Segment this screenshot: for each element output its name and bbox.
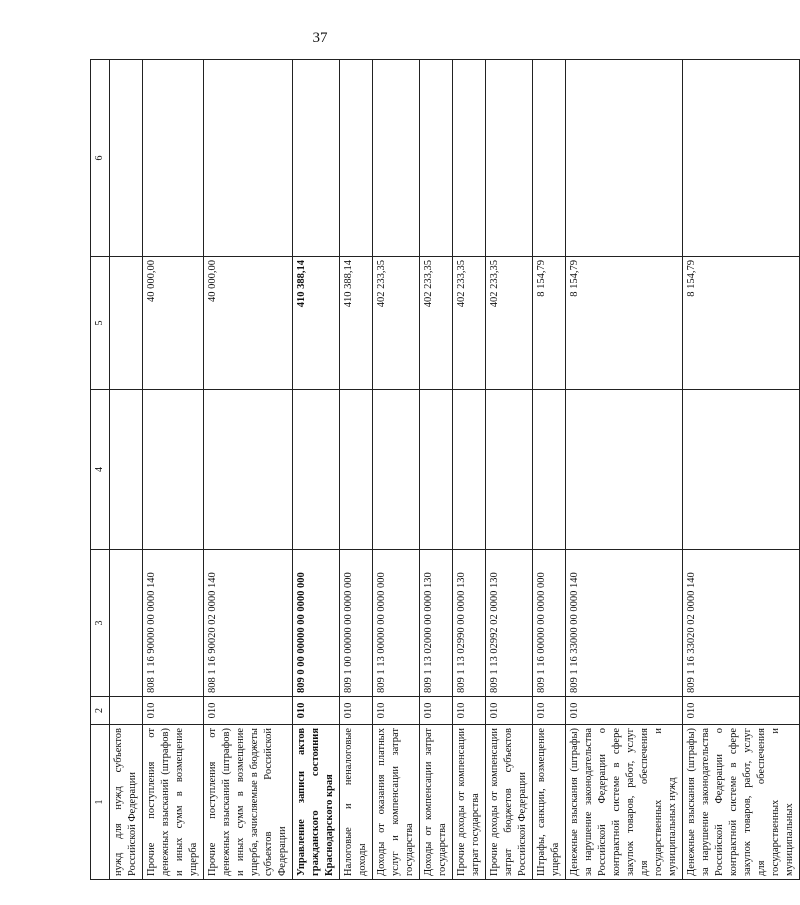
row-col6-cell — [420, 60, 453, 257]
row-col4-cell — [373, 390, 420, 550]
row-name-cell: Прочие поступления от денежных взысканий (штрафов) и иных сумм в возмещение ущерба — [143, 725, 204, 880]
row-col2-cell: 010 — [533, 697, 566, 725]
row-name-cell: Доходы от оказания платных услуг и компенсации затрат государства — [373, 725, 420, 880]
row-col2-cell: 010 — [143, 697, 204, 725]
row-name-cell: Прочие поступления от денежных взысканий (штрафов) и иных сумм в возмещение ущерба, зачисляемые в бюджеты субъектов Российской Федерации — [204, 725, 293, 880]
row-amount-cell: 40 000,00 — [143, 257, 204, 390]
row-col4-cell — [110, 390, 143, 550]
row-code-cell: 808 1 16 90000 00 0000 140 — [143, 550, 204, 697]
row-name-cell: Прочие доходы от компенсации затрат государства — [453, 725, 486, 880]
row-col6-cell — [453, 60, 486, 257]
row-col2-cell: 010 — [486, 697, 533, 725]
row-col4-cell — [143, 390, 204, 550]
row-code-cell: 809 1 16 00000 00 0000 000 — [533, 550, 566, 697]
table-row — [373, 60, 420, 880]
row-col4-cell — [566, 390, 683, 550]
row-amount-cell: 8 154,79 — [533, 257, 566, 390]
row-col6-cell — [533, 60, 566, 257]
table-row — [293, 60, 340, 880]
table-row — [533, 60, 566, 880]
row-name-cell: Денежные взыскания (штрафы) за нарушение законодательства Российской Федерации о контрактной системе в сфере закупок товаров, работ, услуг для обеспечения государственных и муниципальных нужд — [566, 725, 683, 880]
row-name-cell: Управление записи актов гражданского состояния Краснодарского края — [293, 725, 340, 880]
row-col2-cell: 010 — [293, 697, 340, 725]
row-amount-cell — [110, 257, 143, 390]
row-col6-cell — [204, 60, 293, 257]
row-col4-cell — [486, 390, 533, 550]
row-name-cell: нужд для нужд субъектов Российской Федерации — [110, 725, 143, 880]
rotated-table-container — [90, 60, 795, 880]
row-code-cell: 809 1 00 00000 00 0000 000 — [340, 550, 373, 697]
row-col2-cell — [110, 697, 143, 725]
row-amount-cell: 8 154,79 — [683, 257, 800, 390]
table-body — [110, 60, 800, 880]
row-code-cell: 809 0 00 00000 00 0000 000 — [293, 550, 340, 697]
row-amount-cell: 410 388,14 — [293, 257, 340, 390]
row-name-cell: Доходы от компенсации затрат государства — [420, 725, 453, 880]
row-col4-cell — [293, 390, 340, 550]
row-code-cell: 809 1 13 02990 00 0000 130 — [453, 550, 486, 697]
row-col2-cell: 010 — [453, 697, 486, 725]
row-amount-cell: 402 233,35 — [420, 257, 453, 390]
table-row — [566, 60, 683, 880]
row-code-cell: 808 1 16 90020 02 0000 140 — [204, 550, 293, 697]
row-code-cell: 809 1 13 02000 00 0000 130 — [420, 550, 453, 697]
row-col2-cell: 010 — [420, 697, 453, 725]
row-amount-cell: 402 233,35 — [486, 257, 533, 390]
row-col6-cell — [340, 60, 373, 257]
row-col6-cell — [143, 60, 204, 257]
row-code-cell: 809 1 13 02992 02 0000 130 — [486, 550, 533, 697]
row-amount-cell: 8 154,79 — [566, 257, 683, 390]
table-row — [143, 60, 204, 880]
row-col6-cell — [110, 60, 143, 257]
header-row — [91, 60, 110, 880]
row-amount-cell: 40 000,00 — [204, 257, 293, 390]
table-row — [340, 60, 373, 880]
row-name-cell: Денежные взыскания (штрафы) за нарушение законодательства Российской Федерации о контрактной системе в сфере закупок товаров, работ, услуг для обеспечения государственных и муниципальных — [683, 725, 800, 880]
row-col6-cell — [566, 60, 683, 257]
column-header: 1 — [91, 725, 110, 880]
revenue-table — [90, 59, 800, 880]
row-col4-cell — [420, 390, 453, 550]
table-row — [683, 60, 800, 880]
row-col4-cell — [683, 390, 800, 550]
row-col2-cell: 010 — [340, 697, 373, 725]
column-header: 4 — [91, 390, 110, 550]
row-name-cell: Прочие доходы от компенсации затрат бюджетов субъектов Российской Федерации — [486, 725, 533, 880]
row-col2-cell: 010 — [566, 697, 683, 725]
row-col6-cell — [293, 60, 340, 257]
row-col4-cell — [340, 390, 373, 550]
table-row — [110, 60, 143, 880]
row-col4-cell — [533, 390, 566, 550]
column-header: 6 — [91, 60, 110, 257]
row-code-cell: 809 1 16 33020 02 0000 140 — [683, 550, 800, 697]
row-code-cell: 809 1 13 00000 00 0000 000 — [373, 550, 420, 697]
table-row — [420, 60, 453, 880]
row-amount-cell: 402 233,35 — [373, 257, 420, 390]
row-name-cell: Штрафы, санкции, возмещение ущерба — [533, 725, 566, 880]
row-col4-cell — [453, 390, 486, 550]
column-header: 3 — [91, 550, 110, 697]
row-col6-cell — [486, 60, 533, 257]
column-header: 2 — [91, 697, 110, 725]
row-col2-cell: 010 — [373, 697, 420, 725]
table-row — [453, 60, 486, 880]
row-col2-cell: 010 — [204, 697, 293, 725]
row-col6-cell — [683, 60, 800, 257]
column-header: 5 — [91, 257, 110, 390]
row-amount-cell: 402 233,35 — [453, 257, 486, 390]
page-number: 37 — [312, 30, 328, 46]
row-code-cell: 809 1 16 33000 00 0000 140 — [566, 550, 683, 697]
row-amount-cell: 410 388,14 — [340, 257, 373, 390]
row-name-cell: Налоговые и неналоговые доходы — [340, 725, 373, 880]
row-col4-cell — [204, 390, 293, 550]
row-col6-cell — [373, 60, 420, 257]
table-row — [486, 60, 533, 880]
row-col2-cell: 010 — [683, 697, 800, 725]
row-code-cell — [110, 550, 143, 697]
table-row — [204, 60, 293, 880]
